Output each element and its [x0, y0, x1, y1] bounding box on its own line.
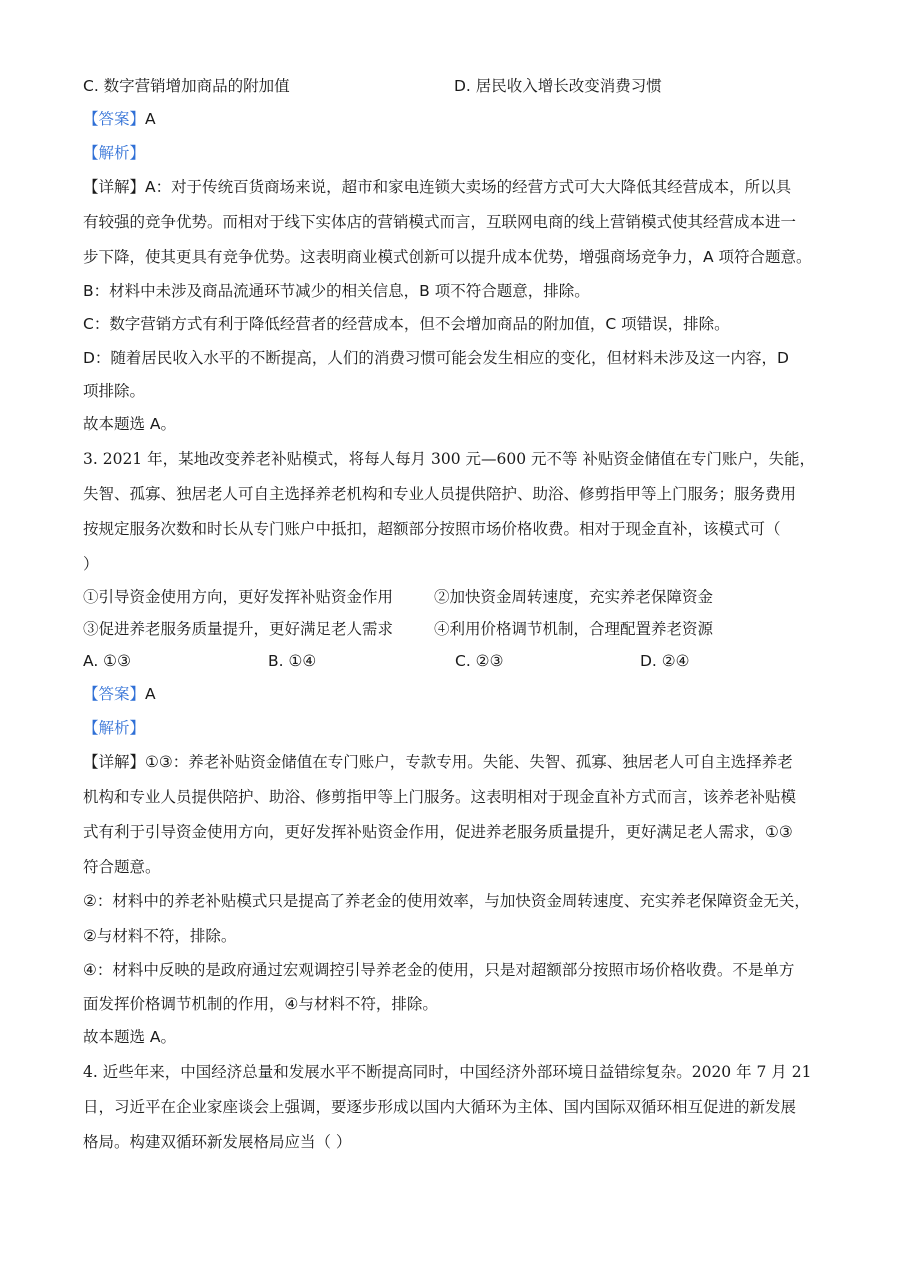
q2-option-d: D. 居民收入增长改变消费习惯: [454, 77, 662, 95]
detail-tag: 【详解】: [83, 178, 146, 196]
q2-detail-line-5: D：随着居民收入水平的不断提高，人们的消费习惯可能会发生相应的变化，但材料未涉及这一内容，D: [83, 349, 789, 367]
q3-option-c: C. ②③: [455, 652, 504, 670]
q2-detail-line-0: 【详解】A：对于传统百货商场来说，超市和家电连锁大卖场的经营方式可大大降低其经营成本，所以具: [83, 178, 792, 196]
q3-statement-2: ②加快资金周转速度，充实养老保障资金: [434, 588, 714, 606]
q4-stem-line-1: 日，习近平在企业家座谈会上强调，要逐步形成以国内大循环为主体、国内国际双循环相互促进的新发展: [83, 1098, 797, 1116]
q2-detail-line-1: 有较强的竞争优势。而相对于线下实体店的营销模式而言，互联网电商的线上营销模式使其经营成本进一: [83, 213, 797, 231]
q3-detail-line-8: 故本题选 A。: [83, 1028, 177, 1046]
answer-value: A: [145, 110, 156, 128]
q3-statement-3: ③促进养老服务质量提升，更好满足老人需求: [83, 620, 394, 638]
q3-detail-line-4: ②：材料中的养老补贴模式只是提高了养老金的使用效率，与加快资金周转速度、充实养老保障资金无关，: [83, 892, 810, 910]
q3-detail-line-7: 面发挥价格调节机制的作用，④与材料不符，排除。: [83, 995, 438, 1013]
q3-stem-line-2: 按规定服务次数和时长从专门账户中抵扣，超额部分按照市场价格收费。相对于现金直补，该模式可（: [83, 520, 781, 538]
answer-tag: 【答案】: [83, 685, 146, 703]
q3-detail-line-3: 符合题意。: [83, 858, 161, 876]
q3-detail-line-5: ②与材料不符，排除。: [83, 927, 237, 945]
q3-stem-line-1: 失智、孤寡、独居老人可自主选择养老机构和专业人员提供陪护、助浴、修剪指甲等上门服务；服务费用: [83, 485, 797, 503]
q4-stem-line-0: 4. 近些年来，中国经济总量和发展水平不断提高同时，中国经济外部环境日益错综复杂。2020 年 7 月 21: [83, 1063, 812, 1081]
q3-detail-line-6: ④：材料中反映的是政府通过宏观调控引导养老金的使用，只是对超额部分按照市场价格收费。不是单方: [83, 961, 795, 979]
q2-detail-line-4: C：数字营销方式有利于降低经营者的经营成本，但不会增加商品的附加值，C 项错误，排除。: [83, 315, 730, 333]
detail-tag: 【详解】: [83, 753, 146, 771]
q2-answer: [83, 109, 156, 129]
q3-option-b: B. ①④: [268, 652, 317, 670]
q3-stem-line-3: ）: [83, 555, 99, 573]
q2-analysis-tag: 【解析】: [83, 144, 146, 162]
q3-analysis-tag: 【解析】: [83, 719, 146, 737]
q3-option-a: A. ①③: [83, 652, 131, 670]
q2-detail-line-6: 项排除。: [83, 382, 146, 400]
answer-tag: 【答案】: [83, 110, 146, 128]
q3-detail-line-2: 式有利于引导资金使用方向，更好发挥补贴资金作用，促进养老服务质量提升，更好满足老人需求，①③: [83, 823, 793, 841]
q2-option-c: C. 数字营销增加商品的附加值: [83, 77, 290, 95]
q3-statement-1: ①引导资金使用方向，更好发挥补贴资金作用: [83, 588, 394, 606]
q4-stem-line-2: 格局。构建双循环新发展格局应当（ ）: [83, 1133, 352, 1151]
q3-detail-line-0: 【详解】①③：养老补贴资金储值在专门账户，专款专用。失能、失智、孤寡、独居老人可自主选择养老: [83, 753, 793, 771]
answer-value: A: [145, 685, 156, 703]
q2-detail-line-7: 故本题选 A。: [83, 415, 177, 433]
q3-detail-line-1: 机构和专业人员提供陪护、助浴、修剪指甲等上门服务。这表明相对于现金直补方式而言，该养老补贴模: [83, 788, 797, 806]
q2-detail-line-2: 步下降，使其更具有竞争优势。这表明商业模式创新可以提升成本优势，增强商场竞争力，A 项符合题意。: [83, 248, 812, 266]
q3-stem-line-0: 3. 2021 年，某地改变养老补贴模式，将每人每月 300 元—600 元不等 补贴资金储值在专门账户，失能，: [83, 450, 815, 468]
q3-statement-4: ④利用价格调节机制，合理配置养老资源: [434, 620, 714, 638]
q3-option-d: D. ②④: [640, 652, 690, 670]
q2-detail-line-3: B：材料中未涉及商品流通环节减少的相关信息，B 项不符合题意，排除。: [83, 282, 590, 300]
q3-answer: [83, 684, 156, 704]
